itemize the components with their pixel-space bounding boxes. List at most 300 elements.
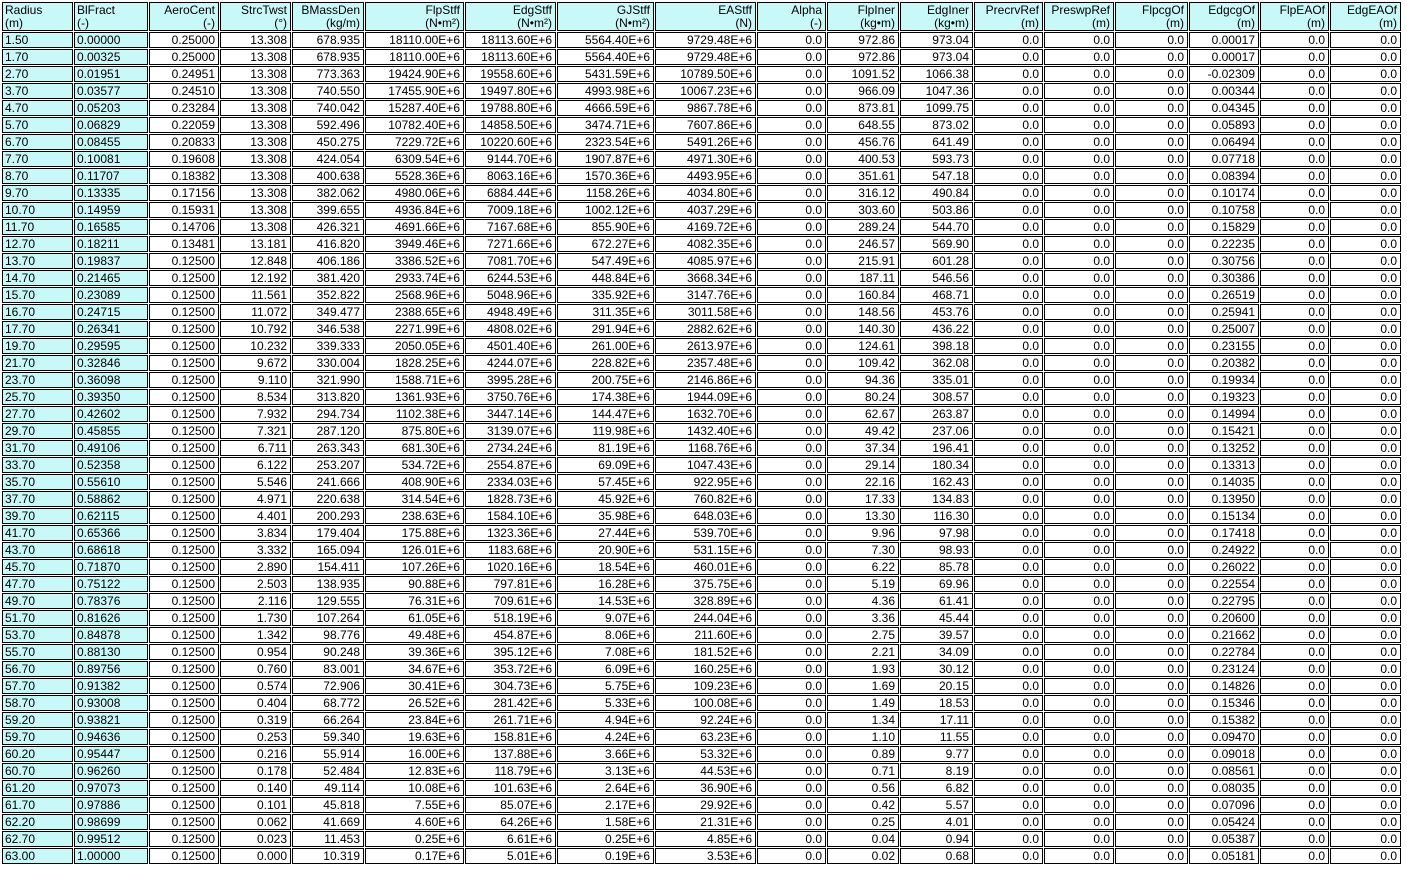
cell-preswpref[interactable]: 0.0 [1044, 389, 1114, 405]
cell-edgeaof[interactable]: 0.0 [1330, 219, 1401, 235]
cell-aerocent[interactable]: 0.14706 [149, 219, 219, 235]
cell-edgcgof[interactable]: 0.19934 [1189, 372, 1259, 388]
cell-radius[interactable]: 11.70 [2, 219, 73, 235]
cell-flpeaof[interactable]: 0.0 [1260, 117, 1329, 133]
cell-radius[interactable]: 37.70 [2, 491, 73, 507]
cell-gjstff[interactable]: 672.27E+6 [557, 236, 654, 252]
cell-flpcgof[interactable]: 0.0 [1115, 661, 1188, 677]
cell-gjstff[interactable]: 5564.40E+6 [557, 49, 654, 65]
cell-flpeaof[interactable]: 0.0 [1260, 185, 1329, 201]
cell-flpcgof[interactable]: 0.0 [1115, 831, 1188, 847]
cell-flpiner[interactable]: 2.21 [827, 644, 899, 660]
cell-flpcgof[interactable]: 0.0 [1115, 440, 1188, 456]
cell-preswpref[interactable]: 0.0 [1044, 627, 1114, 643]
cell-radius[interactable]: 7.70 [2, 151, 73, 167]
cell-aerocent[interactable]: 0.12500 [149, 525, 219, 541]
cell-blfract[interactable]: 0.23089 [74, 287, 148, 303]
cell-precrvref[interactable]: 0.0 [974, 474, 1043, 490]
cell-bmassden[interactable]: 68.772 [292, 695, 364, 711]
cell-alpha[interactable]: 0.0 [757, 644, 826, 660]
cell-edgstff[interactable]: 5.01E+6 [465, 848, 556, 864]
cell-flpeaof[interactable]: 0.0 [1260, 780, 1329, 796]
cell-preswpref[interactable]: 0.0 [1044, 457, 1114, 473]
cell-flpstff[interactable]: 3949.46E+6 [365, 236, 464, 252]
cell-preswpref[interactable]: 0.0 [1044, 508, 1114, 524]
cell-flpcgof[interactable]: 0.0 [1115, 525, 1188, 541]
cell-edginer[interactable]: 641.49 [900, 134, 973, 150]
cell-bmassden[interactable]: 352.822 [292, 287, 364, 303]
cell-flpiner[interactable]: 80.24 [827, 389, 899, 405]
cell-flpeaof[interactable]: 0.0 [1260, 219, 1329, 235]
cell-flpstff[interactable]: 17455.90E+6 [365, 83, 464, 99]
cell-flpeaof[interactable]: 0.0 [1260, 474, 1329, 490]
cell-flpiner[interactable]: 22.16 [827, 474, 899, 490]
cell-aerocent[interactable]: 0.24951 [149, 66, 219, 82]
cell-bmassden[interactable]: 11.453 [292, 831, 364, 847]
column-header-edgeaof[interactable] [1330, 2, 1401, 31]
cell-edgstff[interactable]: 85.07E+6 [465, 797, 556, 813]
cell-edgcgof[interactable]: 0.13252 [1189, 440, 1259, 456]
cell-alpha[interactable]: 0.0 [757, 576, 826, 592]
cell-precrvref[interactable]: 0.0 [974, 457, 1043, 473]
cell-radius[interactable]: 3.70 [2, 83, 73, 99]
cell-aerocent[interactable]: 0.12500 [149, 848, 219, 864]
cell-edgstff[interactable]: 6884.44E+6 [465, 185, 556, 201]
cell-flpcgof[interactable]: 0.0 [1115, 814, 1188, 830]
cell-precrvref[interactable]: 0.0 [974, 491, 1043, 507]
cell-radius[interactable]: 13.70 [2, 253, 73, 269]
cell-alpha[interactable]: 0.0 [757, 525, 826, 541]
cell-gjstff[interactable]: 311.35E+6 [557, 304, 654, 320]
cell-flpcgof[interactable]: 0.0 [1115, 695, 1188, 711]
cell-edgstff[interactable]: 1020.16E+6 [465, 559, 556, 575]
cell-strctwst[interactable]: 12.848 [220, 253, 291, 269]
cell-edgstff[interactable]: 3995.28E+6 [465, 372, 556, 388]
cell-bmassden[interactable]: 41.669 [292, 814, 364, 830]
cell-alpha[interactable]: 0.0 [757, 729, 826, 745]
cell-radius[interactable]: 60.70 [2, 763, 73, 779]
cell-precrvref[interactable]: 0.0 [974, 117, 1043, 133]
cell-precrvref[interactable]: 0.0 [974, 185, 1043, 201]
cell-edginer[interactable]: 34.09 [900, 644, 973, 660]
cell-flpcgof[interactable]: 0.0 [1115, 338, 1188, 354]
cell-preswpref[interactable]: 0.0 [1044, 797, 1114, 813]
cell-precrvref[interactable]: 0.0 [974, 814, 1043, 830]
cell-eastff[interactable]: 4971.30E+6 [655, 151, 756, 167]
cell-edgeaof[interactable]: 0.0 [1330, 32, 1401, 48]
cell-blfract[interactable]: 0.19837 [74, 253, 148, 269]
cell-flpeaof[interactable]: 0.0 [1260, 457, 1329, 473]
cell-edgstff[interactable]: 7167.68E+6 [465, 219, 556, 235]
cell-strctwst[interactable]: 2.116 [220, 593, 291, 609]
cell-preswpref[interactable]: 0.0 [1044, 491, 1114, 507]
cell-radius[interactable]: 2.70 [2, 66, 73, 82]
cell-flpcgof[interactable]: 0.0 [1115, 287, 1188, 303]
cell-flpcgof[interactable]: 0.0 [1115, 304, 1188, 320]
cell-gjstff[interactable]: 2.17E+6 [557, 797, 654, 813]
cell-preswpref[interactable]: 0.0 [1044, 355, 1114, 371]
cell-edgcgof[interactable]: 0.14826 [1189, 678, 1259, 694]
cell-flpstff[interactable]: 7229.72E+6 [365, 134, 464, 150]
cell-blfract[interactable]: 0.71870 [74, 559, 148, 575]
cell-flpstff[interactable]: 126.01E+6 [365, 542, 464, 558]
cell-flpstff[interactable]: 0.17E+6 [365, 848, 464, 864]
cell-gjstff[interactable]: 3474.71E+6 [557, 117, 654, 133]
cell-alpha[interactable]: 0.0 [757, 712, 826, 728]
cell-flpcgof[interactable]: 0.0 [1115, 168, 1188, 184]
cell-preswpref[interactable]: 0.0 [1044, 848, 1114, 864]
cell-edgstff[interactable]: 4948.49E+6 [465, 304, 556, 320]
cell-gjstff[interactable]: 16.28E+6 [557, 576, 654, 592]
cell-alpha[interactable]: 0.0 [757, 389, 826, 405]
cell-flpiner[interactable]: 187.11 [827, 270, 899, 286]
cell-strctwst[interactable]: 7.932 [220, 406, 291, 422]
cell-aerocent[interactable]: 0.12500 [149, 627, 219, 643]
cell-radius[interactable]: 21.70 [2, 355, 73, 371]
cell-preswpref[interactable]: 0.0 [1044, 695, 1114, 711]
cell-preswpref[interactable]: 0.0 [1044, 100, 1114, 116]
cell-flpstff[interactable]: 19.63E+6 [365, 729, 464, 745]
cell-precrvref[interactable]: 0.0 [974, 406, 1043, 422]
cell-precrvref[interactable]: 0.0 [974, 66, 1043, 82]
cell-preswpref[interactable]: 0.0 [1044, 593, 1114, 609]
cell-edgstff[interactable]: 3447.14E+6 [465, 406, 556, 422]
cell-edginer[interactable]: 98.93 [900, 542, 973, 558]
cell-flpeaof[interactable]: 0.0 [1260, 168, 1329, 184]
cell-eastff[interactable]: 36.90E+6 [655, 780, 756, 796]
cell-strctwst[interactable]: 0.178 [220, 763, 291, 779]
cell-precrvref[interactable]: 0.0 [974, 525, 1043, 541]
column-header-edgcgof[interactable] [1189, 2, 1259, 31]
cell-bmassden[interactable]: 83.001 [292, 661, 364, 677]
cell-flpiner[interactable]: 62.67 [827, 406, 899, 422]
cell-flpiner[interactable]: 109.42 [827, 355, 899, 371]
cell-strctwst[interactable]: 10.792 [220, 321, 291, 337]
cell-alpha[interactable]: 0.0 [757, 236, 826, 252]
cell-bmassden[interactable]: 72.906 [292, 678, 364, 694]
cell-precrvref[interactable]: 0.0 [974, 644, 1043, 660]
cell-radius[interactable]: 19.70 [2, 338, 73, 354]
cell-blfract[interactable]: 0.06829 [74, 117, 148, 133]
cell-blfract[interactable]: 0.78376 [74, 593, 148, 609]
cell-bmassden[interactable]: 678.935 [292, 32, 364, 48]
cell-aerocent[interactable]: 0.12500 [149, 389, 219, 405]
cell-edgstff[interactable]: 4808.02E+6 [465, 321, 556, 337]
cell-strctwst[interactable]: 13.308 [220, 134, 291, 150]
cell-precrvref[interactable]: 0.0 [974, 627, 1043, 643]
cell-eastff[interactable]: 4493.95E+6 [655, 168, 756, 184]
cell-radius[interactable]: 12.70 [2, 236, 73, 252]
cell-flpcgof[interactable]: 0.0 [1115, 542, 1188, 558]
cell-edgstff[interactable]: 281.42E+6 [465, 695, 556, 711]
cell-bmassden[interactable]: 406.186 [292, 253, 364, 269]
cell-bmassden[interactable]: 592.496 [292, 117, 364, 133]
cell-alpha[interactable]: 0.0 [757, 66, 826, 82]
cell-alpha[interactable]: 0.0 [757, 797, 826, 813]
cell-blfract[interactable]: 0.99512 [74, 831, 148, 847]
cell-bmassden[interactable]: 416.820 [292, 236, 364, 252]
cell-edginer[interactable]: 544.70 [900, 219, 973, 235]
column-header-flpstff[interactable] [365, 2, 464, 31]
cell-blfract[interactable]: 0.88130 [74, 644, 148, 660]
cell-edgstff[interactable]: 2334.03E+6 [465, 474, 556, 490]
cell-edgeaof[interactable]: 0.0 [1330, 695, 1401, 711]
cell-radius[interactable]: 27.70 [2, 406, 73, 422]
cell-edgeaof[interactable]: 0.0 [1330, 627, 1401, 643]
cell-aerocent[interactable]: 0.12500 [149, 304, 219, 320]
cell-eastff[interactable]: 9867.78E+6 [655, 100, 756, 116]
cell-blfract[interactable]: 0.81626 [74, 610, 148, 626]
cell-strctwst[interactable]: 13.308 [220, 83, 291, 99]
cell-flpeaof[interactable]: 0.0 [1260, 287, 1329, 303]
cell-radius[interactable]: 17.70 [2, 321, 73, 337]
cell-edgeaof[interactable]: 0.0 [1330, 746, 1401, 762]
cell-flpstff[interactable]: 4.60E+6 [365, 814, 464, 830]
cell-aerocent[interactable]: 0.12500 [149, 457, 219, 473]
cell-radius[interactable]: 45.70 [2, 559, 73, 575]
cell-eastff[interactable]: 4082.35E+6 [655, 236, 756, 252]
cell-bmassden[interactable]: 98.776 [292, 627, 364, 643]
cell-flpiner[interactable]: 160.84 [827, 287, 899, 303]
cell-strctwst[interactable]: 10.232 [220, 338, 291, 354]
cell-preswpref[interactable]: 0.0 [1044, 406, 1114, 422]
cell-aerocent[interactable]: 0.12500 [149, 780, 219, 796]
cell-blfract[interactable]: 0.42602 [74, 406, 148, 422]
cell-edgeaof[interactable]: 0.0 [1330, 474, 1401, 490]
cell-precrvref[interactable]: 0.0 [974, 49, 1043, 65]
cell-aerocent[interactable]: 0.12500 [149, 372, 219, 388]
cell-edginer[interactable]: 237.06 [900, 423, 973, 439]
cell-blfract[interactable]: 0.65366 [74, 525, 148, 541]
cell-edgcgof[interactable]: 0.15382 [1189, 712, 1259, 728]
cell-gjstff[interactable]: 2323.54E+6 [557, 134, 654, 150]
cell-blfract[interactable]: 0.14959 [74, 202, 148, 218]
cell-edgstff[interactable]: 5048.96E+6 [465, 287, 556, 303]
cell-flpcgof[interactable]: 0.0 [1115, 644, 1188, 660]
cell-precrvref[interactable]: 0.0 [974, 253, 1043, 269]
cell-preswpref[interactable]: 0.0 [1044, 49, 1114, 65]
cell-flpcgof[interactable]: 0.0 [1115, 559, 1188, 575]
cell-edginer[interactable]: 162.43 [900, 474, 973, 490]
cell-edgstff[interactable]: 1183.68E+6 [465, 542, 556, 558]
cell-eastff[interactable]: 3011.58E+6 [655, 304, 756, 320]
cell-blfract[interactable]: 0.97073 [74, 780, 148, 796]
cell-strctwst[interactable]: 13.308 [220, 100, 291, 116]
cell-flpeaof[interactable]: 0.0 [1260, 695, 1329, 711]
cell-precrvref[interactable]: 0.0 [974, 508, 1043, 524]
cell-flpstff[interactable]: 875.80E+6 [365, 423, 464, 439]
cell-flpcgof[interactable]: 0.0 [1115, 372, 1188, 388]
cell-strctwst[interactable]: 12.192 [220, 270, 291, 286]
cell-radius[interactable]: 29.70 [2, 423, 73, 439]
cell-precrvref[interactable]: 0.0 [974, 831, 1043, 847]
cell-radius[interactable]: 43.70 [2, 542, 73, 558]
cell-gjstff[interactable]: 855.90E+6 [557, 219, 654, 235]
cell-bmassden[interactable]: 49.114 [292, 780, 364, 796]
cell-edginer[interactable]: 20.15 [900, 678, 973, 694]
cell-radius[interactable]: 15.70 [2, 287, 73, 303]
cell-blfract[interactable]: 0.97886 [74, 797, 148, 813]
cell-edgeaof[interactable]: 0.0 [1330, 457, 1401, 473]
cell-flpeaof[interactable]: 0.0 [1260, 423, 1329, 439]
cell-bmassden[interactable]: 773.363 [292, 66, 364, 82]
cell-aerocent[interactable]: 0.12500 [149, 355, 219, 371]
cell-gjstff[interactable]: 3.13E+6 [557, 763, 654, 779]
cell-edgstff[interactable]: 158.81E+6 [465, 729, 556, 745]
cell-blfract[interactable]: 0.93821 [74, 712, 148, 728]
cell-edgcgof[interactable]: 0.09018 [1189, 746, 1259, 762]
cell-strctwst[interactable]: 13.181 [220, 236, 291, 252]
cell-eastff[interactable]: 9729.48E+6 [655, 32, 756, 48]
cell-edgstff[interactable]: 4244.07E+6 [465, 355, 556, 371]
cell-aerocent[interactable]: 0.24510 [149, 83, 219, 99]
cell-edgeaof[interactable]: 0.0 [1330, 185, 1401, 201]
cell-flpiner[interactable]: 1091.52 [827, 66, 899, 82]
cell-gjstff[interactable]: 174.38E+6 [557, 389, 654, 405]
cell-preswpref[interactable]: 0.0 [1044, 610, 1114, 626]
cell-edginer[interactable]: 30.12 [900, 661, 973, 677]
cell-flpcgof[interactable]: 0.0 [1115, 321, 1188, 337]
cell-flpiner[interactable]: 29.14 [827, 457, 899, 473]
cell-edginer[interactable]: 1099.75 [900, 100, 973, 116]
cell-aerocent[interactable]: 0.12500 [149, 440, 219, 456]
cell-edgeaof[interactable]: 0.0 [1330, 559, 1401, 575]
cell-flpstff[interactable]: 39.36E+6 [365, 644, 464, 660]
cell-flpstff[interactable]: 2568.96E+6 [365, 287, 464, 303]
cell-flpstff[interactable]: 4691.66E+6 [365, 219, 464, 235]
cell-aerocent[interactable]: 0.12500 [149, 695, 219, 711]
cell-alpha[interactable]: 0.0 [757, 117, 826, 133]
cell-aerocent[interactable]: 0.12500 [149, 593, 219, 609]
cell-precrvref[interactable]: 0.0 [974, 236, 1043, 252]
cell-edginer[interactable]: 263.87 [900, 406, 973, 422]
column-header-alpha[interactable] [757, 2, 826, 31]
cell-alpha[interactable]: 0.0 [757, 763, 826, 779]
cell-preswpref[interactable]: 0.0 [1044, 474, 1114, 490]
cell-radius[interactable]: 59.70 [2, 729, 73, 745]
cell-radius[interactable]: 31.70 [2, 440, 73, 456]
cell-edgcgof[interactable]: 0.08394 [1189, 168, 1259, 184]
cell-radius[interactable]: 58.70 [2, 695, 73, 711]
cell-aerocent[interactable]: 0.12500 [149, 287, 219, 303]
cell-edgcgof[interactable]: 0.20600 [1189, 610, 1259, 626]
cell-flpstff[interactable]: 4936.84E+6 [365, 202, 464, 218]
cell-aerocent[interactable]: 0.25000 [149, 49, 219, 65]
cell-eastff[interactable]: 648.03E+6 [655, 508, 756, 524]
cell-flpiner[interactable]: 316.12 [827, 185, 899, 201]
cell-alpha[interactable]: 0.0 [757, 814, 826, 830]
cell-alpha[interactable]: 0.0 [757, 508, 826, 524]
cell-flpiner[interactable]: 148.56 [827, 304, 899, 320]
cell-eastff[interactable]: 2613.97E+6 [655, 338, 756, 354]
cell-aerocent[interactable]: 0.12500 [149, 814, 219, 830]
cell-blfract[interactable]: 0.13335 [74, 185, 148, 201]
cell-precrvref[interactable]: 0.0 [974, 304, 1043, 320]
cell-flpcgof[interactable]: 0.0 [1115, 66, 1188, 82]
cell-eastff[interactable]: 100.08E+6 [655, 695, 756, 711]
cell-blfract[interactable]: 0.58862 [74, 491, 148, 507]
cell-flpcgof[interactable]: 0.0 [1115, 83, 1188, 99]
cell-edgeaof[interactable]: 0.0 [1330, 848, 1401, 864]
cell-flpeaof[interactable]: 0.0 [1260, 134, 1329, 150]
cell-edgeaof[interactable]: 0.0 [1330, 287, 1401, 303]
cell-eastff[interactable]: 53.32E+6 [655, 746, 756, 762]
cell-edginer[interactable]: 18.53 [900, 695, 973, 711]
cell-edgeaof[interactable]: 0.0 [1330, 66, 1401, 82]
cell-flpcgof[interactable]: 0.0 [1115, 117, 1188, 133]
cell-gjstff[interactable]: 200.75E+6 [557, 372, 654, 388]
cell-blfract[interactable]: 0.29595 [74, 338, 148, 354]
cell-precrvref[interactable]: 0.0 [974, 202, 1043, 218]
cell-flpcgof[interactable]: 0.0 [1115, 627, 1188, 643]
cell-aerocent[interactable]: 0.12500 [149, 423, 219, 439]
cell-edgcgof[interactable]: 0.05893 [1189, 117, 1259, 133]
cell-edgstff[interactable]: 19497.80E+6 [465, 83, 556, 99]
cell-radius[interactable]: 63.00 [2, 848, 73, 864]
cell-gjstff[interactable]: 4.94E+6 [557, 712, 654, 728]
cell-precrvref[interactable]: 0.0 [974, 695, 1043, 711]
cell-flpstff[interactable]: 2050.05E+6 [365, 338, 464, 354]
cell-aerocent[interactable]: 0.12500 [149, 797, 219, 813]
cell-gjstff[interactable]: 5564.40E+6 [557, 32, 654, 48]
cell-gjstff[interactable]: 0.25E+6 [557, 831, 654, 847]
cell-flpcgof[interactable]: 0.0 [1115, 134, 1188, 150]
cell-alpha[interactable]: 0.0 [757, 253, 826, 269]
cell-precrvref[interactable]: 0.0 [974, 780, 1043, 796]
cell-edgstff[interactable]: 18113.60E+6 [465, 32, 556, 48]
cell-radius[interactable]: 53.70 [2, 627, 73, 643]
cell-alpha[interactable]: 0.0 [757, 780, 826, 796]
cell-gjstff[interactable]: 8.06E+6 [557, 627, 654, 643]
cell-alpha[interactable]: 0.0 [757, 49, 826, 65]
cell-strctwst[interactable]: 13.308 [220, 151, 291, 167]
cell-blfract[interactable]: 0.26341 [74, 321, 148, 337]
cell-radius[interactable]: 61.20 [2, 780, 73, 796]
cell-edginer[interactable]: 0.94 [900, 831, 973, 847]
cell-preswpref[interactable]: 0.0 [1044, 372, 1114, 388]
cell-precrvref[interactable]: 0.0 [974, 389, 1043, 405]
cell-flpstff[interactable]: 10782.40E+6 [365, 117, 464, 133]
cell-flpeaof[interactable]: 0.0 [1260, 66, 1329, 82]
cell-edgeaof[interactable]: 0.0 [1330, 542, 1401, 558]
cell-edgeaof[interactable]: 0.0 [1330, 780, 1401, 796]
cell-edginer[interactable]: 547.18 [900, 168, 973, 184]
column-header-blfract[interactable] [74, 2, 148, 31]
cell-alpha[interactable]: 0.0 [757, 542, 826, 558]
cell-edgeaof[interactable]: 0.0 [1330, 763, 1401, 779]
cell-eastff[interactable]: 211.60E+6 [655, 627, 756, 643]
cell-bmassden[interactable]: 129.555 [292, 593, 364, 609]
cell-flpcgof[interactable]: 0.0 [1115, 576, 1188, 592]
cell-edgstff[interactable]: 19788.80E+6 [465, 100, 556, 116]
cell-alpha[interactable]: 0.0 [757, 32, 826, 48]
cell-preswpref[interactable]: 0.0 [1044, 304, 1114, 320]
cell-radius[interactable]: 49.70 [2, 593, 73, 609]
cell-precrvref[interactable]: 0.0 [974, 593, 1043, 609]
cell-flpeaof[interactable]: 0.0 [1260, 253, 1329, 269]
cell-edgstff[interactable]: 304.73E+6 [465, 678, 556, 694]
cell-preswpref[interactable]: 0.0 [1044, 525, 1114, 541]
cell-flpstff[interactable]: 2388.65E+6 [365, 304, 464, 320]
cell-edgcgof[interactable]: 0.07718 [1189, 151, 1259, 167]
cell-blfract[interactable]: 0.94636 [74, 729, 148, 745]
cell-eastff[interactable]: 92.24E+6 [655, 712, 756, 728]
cell-aerocent[interactable]: 0.12500 [149, 610, 219, 626]
cell-blfract[interactable]: 0.93008 [74, 695, 148, 711]
cell-edginer[interactable]: 0.68 [900, 848, 973, 864]
cell-edgstff[interactable]: 7271.66E+6 [465, 236, 556, 252]
cell-alpha[interactable]: 0.0 [757, 746, 826, 762]
